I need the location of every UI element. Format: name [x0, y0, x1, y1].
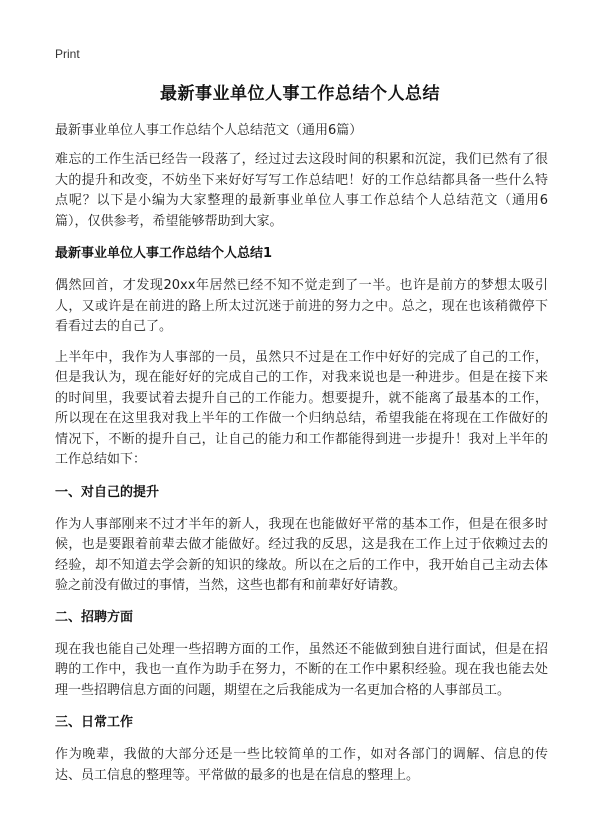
heading-daily-work: 三、日常工作 — [55, 715, 134, 730]
document-body — [55, 121, 548, 797]
paragraph-3: 作为人事部刚来不过才半年的新人，我现在也能做好平常的基本工作，但是在很多时候，也是要跟着前辈去做才能做好。经过我的反思，这是我在工作上过于依赖过去的经验，却不知道去学会新的知识的缘故。所以在之后的工作中，我开始自己主动去体验之前没有做过的事情，当然，这些也都有和前辈好好请教。 — [55, 516, 548, 593]
heading-self-improvement: 一、对自己的提升 — [55, 484, 160, 500]
paragraph-1: 偶然回首，才发现20xx年居然已经不知不觉走到了一半。也许是前方的梦想太吸引人，又或许是在前进的路上所太过沉迷于前进的努力之中。总之，现在也该稍微停下看看过去的自己了。 — [55, 278, 548, 334]
print-label[interactable]: Print — [55, 47, 80, 61]
intro-paragraph: 难忘的工作生活已经告一段落了，经过过去这段时间的积累和沉淀，我们已然有了很大的提升和改变，不妨坐下来好好写写工作总结吧！好的工作总结都具备一些什么特点呢？以下是小编为大家整理的最新事业单位人事工作总结个人总结范文（通用6篇），仅供参考，希望能够帮助到大家。 — [55, 152, 548, 229]
document-subtitle: 最新事业单位人事工作总结个人总结范文（通用6篇） — [55, 123, 363, 138]
paragraph-4: 现在我也能自己处理一些招聘方面的工作，虽然还不能做到独自进行面试，但是在招聘的工作中，我也一直作为助手在努力，不断的在工作中累积经验。现在我也能去处理一些招聘信息方面的问题，期望在之后我能成为一名更加合格的人事部员工。 — [55, 641, 548, 698]
section-title: 最新事业单位人事工作总结个人总结1 — [55, 246, 273, 261]
document-title: 最新事业单位人事工作总结个人总结 — [160, 84, 440, 104]
paragraph-2: 上半年中，我作为人事部的一员，虽然只不过是在工作中好好的完成了自己的工作，但是我认为，现在能好好的完成自己的工作，对我来说也是一种进步。但是在接下来的时间里，我要试着去提升自己的工作能力。想要提升，就不能离了最基本的工作，所以现在在这里我对我上半年的工作做一个归纳总结，希望我能在将现在工作做好的情况下，不断的提升自己，让自己的能力和工作都能得到进一步提升！我对上半年的工作总结如下： — [55, 349, 548, 467]
heading-recruitment: 二、招聘方面 — [55, 609, 134, 625]
paragraph-5: 作为晚辈，我做的大部分还是一些比较简单的工作，如对各部门的调解、信息的传达、员工信息的整理等。平常做的最多的也是在信息的整理上。 — [55, 747, 548, 783]
